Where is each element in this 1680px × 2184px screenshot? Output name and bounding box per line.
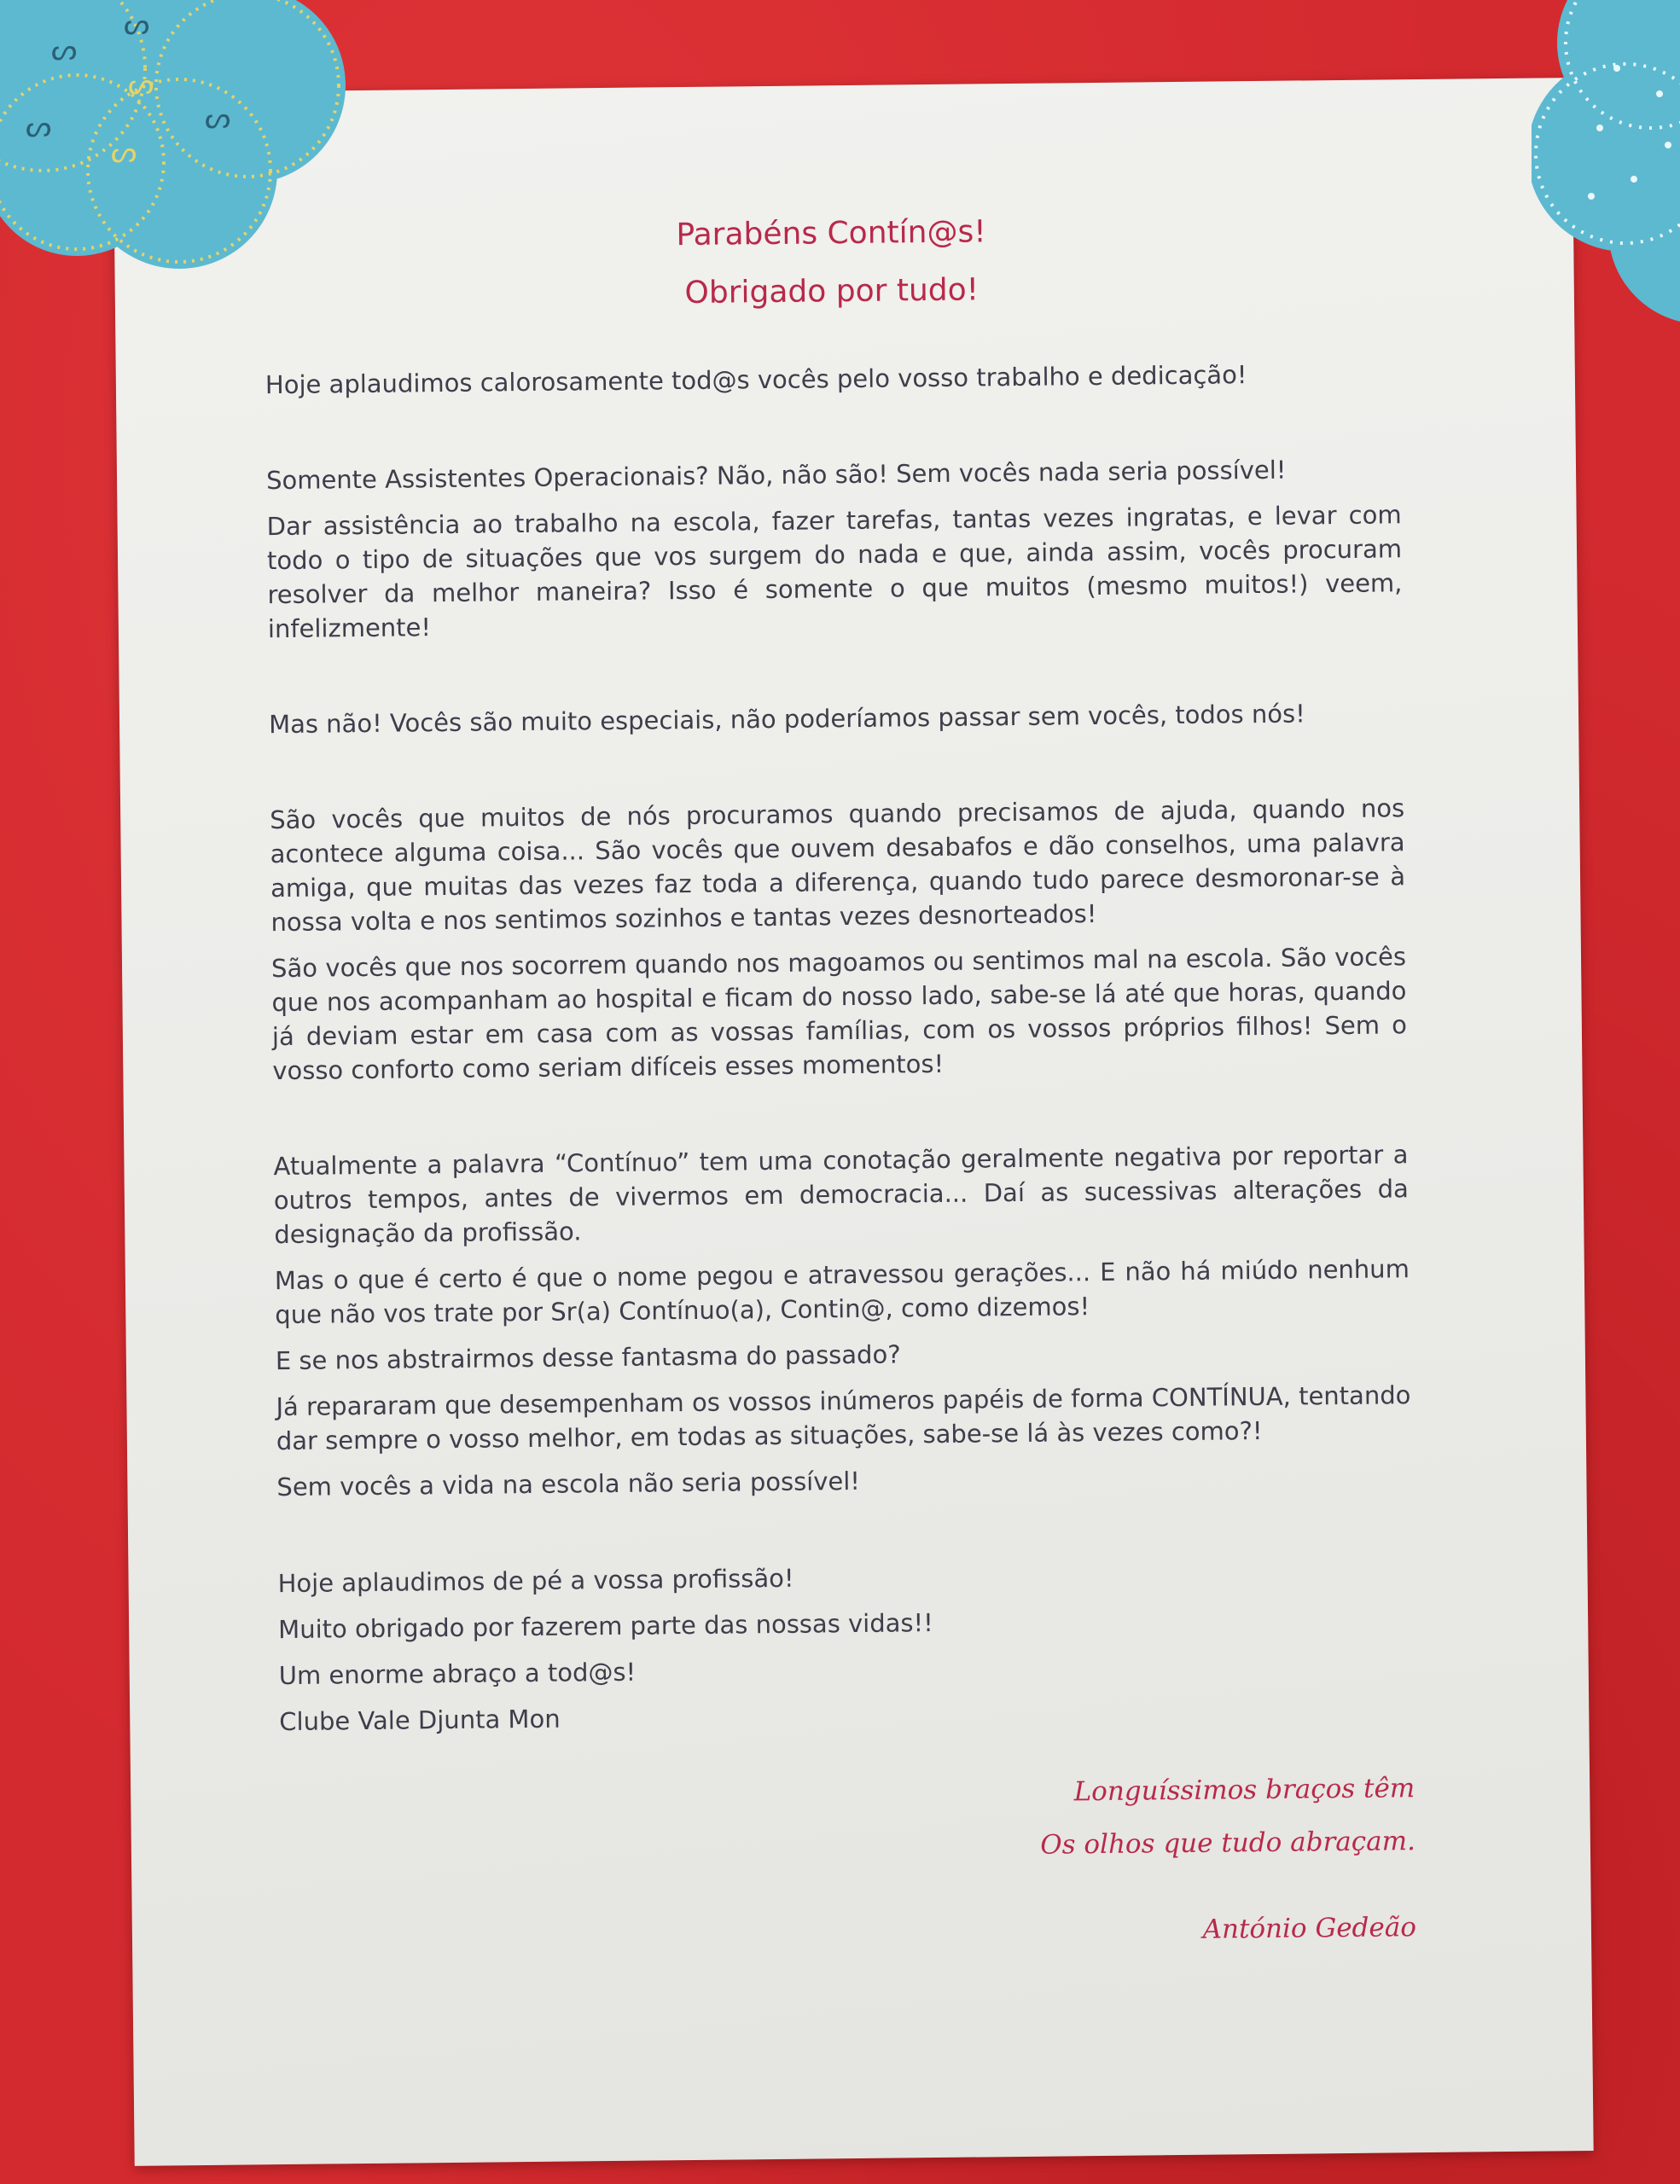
paragraph: Sem vocês a vida na escola não seria possível! xyxy=(276,1466,861,1502)
paragraph: E se nos abstrairmos desse fantasma do passado? xyxy=(275,1339,901,1376)
paragraph: Já repararam que desempenham os vossos inúmeros papéis de forma CONTÍNUA, tentando dar sempre o vosso melhor, em todas as situações, sabe-se lá às vezes como?! xyxy=(276,1380,1411,1456)
closing-line: Hoje aplaudimos de pé a vossa profissão! xyxy=(277,1563,794,1599)
poem-quote xyxy=(280,1762,1416,1879)
notice-sheet xyxy=(113,78,1593,2166)
svg-text:ᔕ: ᔕ xyxy=(128,67,154,102)
closing-line: Muito obrigado por fazerem parte das nossas vidas!! xyxy=(278,1608,933,1645)
paragraph: Atualmente a palavra “Contínuo” tem uma conotação geralmente negativa por reportar a outros tempos, antes de vivermos em democracia... Daí as sucessivas alterações da designação da profissão. xyxy=(273,1140,1410,1250)
poem-author: António Gedeão xyxy=(1202,1912,1417,1945)
paragraph: Hoje aplaudimos calorosamente tod@s vocês pelo vosso trabalho e dedicação! xyxy=(264,360,1247,400)
svg-text:ᔕ: ᔕ xyxy=(51,33,78,67)
flower-decoration-left xyxy=(0,0,367,290)
svg-text:ᔕ: ᔕ xyxy=(205,102,231,136)
flower-decoration-right xyxy=(1532,0,1680,341)
title-line-1: Parabéns Contín@s! xyxy=(676,214,986,253)
paragraph: Mas não! Vocês são muito especiais, não poderíamos passar sem vocês, todos nós! xyxy=(268,699,1305,740)
notice-content xyxy=(264,199,1416,1956)
poem-line: Os olhos que tudo abraçam. xyxy=(1040,1826,1416,1861)
paragraph: São vocês que muitos de nós procuramos quando precisamos de ajuda, quando nos acontece alguma coisa... São vocês que ouvem desabafos e dão conselhos, uma palavra amiga, que muitas das vezes faz toda a diferença, quando tudo parece desmoronar-se à nossa volta e nos sentimos sozinhos e tantas vezes desnorteados! xyxy=(270,793,1406,938)
svg-text:ᔕ: ᔕ xyxy=(124,8,150,42)
paragraph: São vocês que nos socorrem quando nos magoamos ou sentimos mal na escola. São vocês que nos acompanham ao hospital e ficam do nosso lado, sabe-se lá até que horas, quando já deviam estar em casa com as vossas famílias, com os vossos próprios filhos! Sem o vosso conforto como seriam difíceis esses momentos! xyxy=(270,942,1408,1086)
paragraph: Mas o que é certo é que o nome pegou e atravessou gerações... E não há miúdo nenhum que não vos trate por Sr(a) Contínuo(a), Contin@, como dizemos! xyxy=(274,1254,1410,1330)
club-signature: Clube Vale Djunta Mon xyxy=(279,1704,561,1737)
svg-text:ᔕ: ᔕ xyxy=(26,110,52,144)
paragraph: Dar assistência ao trabalho na escola, fazer tarefas, tantas vezes ingratas, e levar com todo o tipo de situações que vos surgem do nada e que, ainda assim, vocês procuram resolver da melhor maneira? Isso é somente o que muitos (mesmo muitos!) veem, infelizmente! xyxy=(266,500,1403,644)
title-line-2: Obrigado por tudo! xyxy=(684,272,980,311)
title-block xyxy=(264,199,1399,327)
paragraph: Somente Assistentes Operacionais? Não, não são! Sem vocês nada seria possível! xyxy=(265,455,1287,496)
closing-line: Um enorme abraço a tod@s! xyxy=(278,1657,637,1691)
svg-text:ᔕ: ᔕ xyxy=(111,136,137,170)
poem-line: Longuíssimos braços têm xyxy=(1073,1773,1416,1808)
